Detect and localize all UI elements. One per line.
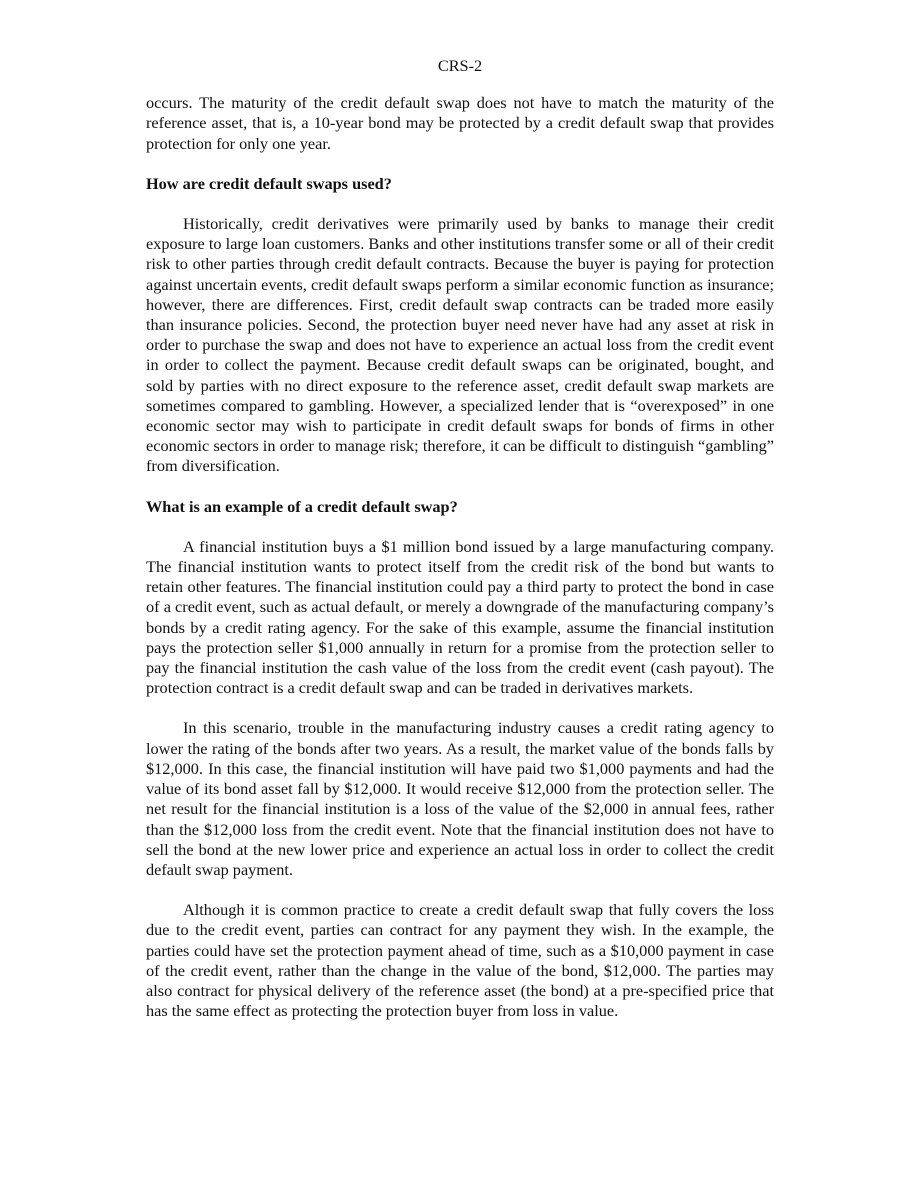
paragraph-continuation: occurs. The maturity of the credit default swap does not have to match the maturity of the reference asset, that is, a 10-year bond may be protected by a credit default swap that provides protection for only one year. [146,93,774,153]
paragraph-contract-terms: Although it is common practice to create a credit default swap that fully covers the loss due to the credit event, parties can contract for any payment they wish. In the example, the parties could have set the protection payment ahead of time, such as a $10,000 payment in case of the credit event, rather than the change in the value of the bond, $12,000. The parties may also contract for physical delivery of the reference asset (the bond) at a pre-specified price that has the same effect as protecting the protection buyer from loss in value. [146,900,774,1021]
section-heading-example: What is an example of a credit default swap? [146,496,458,516]
document-page [146,56,774,1021]
paragraph-scenario: In this scenario, trouble in the manufacturing industry causes a credit rating agency to lower the rating of the bonds after two years. As a result, the market value of the bonds falls by $12,000. In this case, the financial institution will have paid two $1,000 payments and had the value of its bond asset fall by $12,000. It would receive $12,000 from the protection seller. The net result for the financial institution is a loss of the value of the $2,000 in annual fees, rather than the $12,000 loss from the credit event. Note that the financial institution does not have to sell the bond at the new lower price and experience an actual loss in order to collect the credit default swap payment. [146,718,774,879]
paragraph-usage: Historically, credit derivatives were primarily used by banks to manage their credit exposure to large loan customers. Banks and other institutions transfer some or all of their credit risk to other parties through credit default contracts. Because the buyer is paying for protection against uncertain events, credit default swaps perform a similar economic function as insurance; however, there are differences. First, credit default swap contracts can be traded more easily than insurance policies. Second, the protection buyer need never have had any asset at risk in order to purchase the swap and does not have to experience an actual loss from the credit event in order to collect the payment. Because credit default swaps can be originated, bought, and sold by parties with no direct exposure to the reference asset, credit default swap markets are sometimes compared to gambling. However, a specialized lender that is “overexposed” in one economic sector may wish to participate in credit default swaps for bonds of firms in other economic sectors in order to manage risk; therefore, it can be difficult to distinguish “gambling” from diversification. [146,214,774,476]
paragraph-example: A financial institution buys a $1 million bond issued by a large manufacturing company. The financial institution wants to protect itself from the credit risk of the bond but wants to retain other features. The financial institution could pay a third party to protect the bond in case of a credit event, such as actual default, or merely a downgrade of the manufacturing company’s bonds by a credit rating agency. For the sake of this example, assume the financial institution pays the protection seller $1,000 annually in return for a promise from the protection seller to pay the financial institution the cash value of the loss from the credit event (cash payout). The protection contract is a credit default swap and can be traded in derivatives markets. [146,536,774,698]
page-number: CRS-2 [437,56,483,75]
section-heading-usage: How are credit default swaps used? [146,173,392,193]
